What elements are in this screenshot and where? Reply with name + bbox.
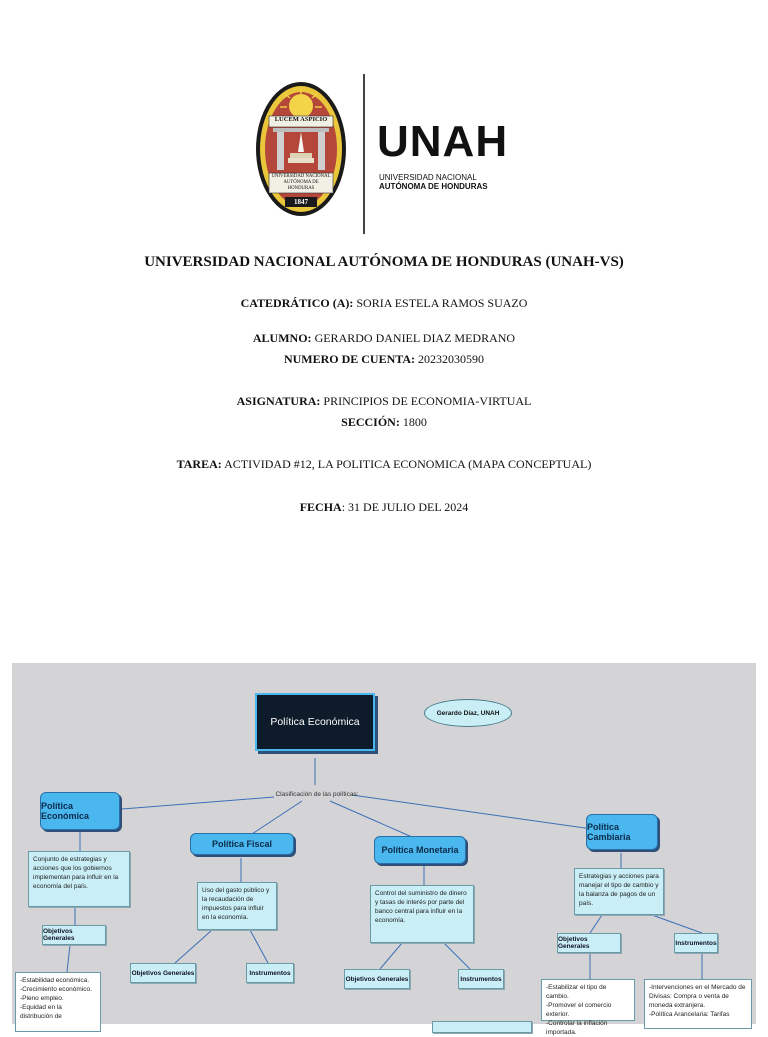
seccion-line — [0, 415, 768, 430]
seal-motto: LUCEM ASPICIO — [274, 116, 328, 123]
cuenta-value: 20232030590 — [415, 352, 485, 366]
pc-instrumentos-list: -Intervenciones en el Mercado de Divisas: Compra o venta de moneda extranjera. -Política Arancelaria: Tarifas — [644, 979, 752, 1029]
pc-objetivos-list: -Estabilizar el tipo de cambio. -Promover el comercio exterior. -Controlar la inflación importada. — [541, 979, 635, 1021]
asignatura-label: ASIGNATURA: — [236, 394, 321, 408]
pf-objetivos-label: Objetivos Generales — [131, 969, 195, 977]
pe-objetivos-label: Objetivos Generales — [43, 928, 75, 942]
politica-economica-title: Política Económica — [41, 801, 90, 821]
catedratico-value: SORIA ESTELA RAMOS SUAZO — [353, 296, 528, 310]
pc-instrumentos-label: Instrumentos — [675, 939, 717, 947]
pc-instrumentos-node[interactable] — [674, 933, 718, 953]
author-cloud — [424, 699, 512, 727]
cuenta-label: NUMERO DE CUENTA: — [283, 352, 416, 366]
unah-logo — [255, 78, 515, 236]
politica-cambiaria-title: Política Cambiaria — [587, 822, 631, 842]
pm-extra-node — [432, 1021, 532, 1033]
unah-sub-1: UNIVERSIDAD NACIONAL — [379, 173, 477, 182]
root-label: Política Económica — [270, 716, 360, 728]
cuenta-line — [0, 352, 768, 367]
pe-objetivos-list: -Estabilidad económica. -Crecimiento económico. -Pleno empleo. -Equidad en la distribución de — [15, 972, 101, 1032]
alumno-line — [0, 331, 768, 346]
fecha-label: FECHA — [299, 500, 342, 514]
politica-economica-definition: Conjunto de estrategias y acciones que los gobiernos implementan para influir en la economía del país. — [28, 851, 130, 907]
pf-instrumentos-label: Instrumentos — [249, 969, 291, 977]
unah-wordmark: UNAH — [377, 117, 509, 166]
asignatura-value: PRINCIPIOS DE ECONOMIA-VIRTUAL — [320, 394, 532, 408]
pc-objetivos-label: Objetivos Generales — [558, 936, 590, 950]
alumno-label: ALUMNO: — [252, 331, 312, 345]
pf-objetivos-node[interactable] — [130, 963, 196, 983]
pm-objetivos-node[interactable] — [344, 969, 410, 989]
politica-fiscal-node[interactable] — [190, 833, 294, 855]
pm-instrumentos-label: Instrumentos — [460, 975, 502, 983]
politica-economica-node[interactable] — [40, 792, 120, 830]
seccion-value: 1800 — [399, 415, 427, 429]
catedratico-line — [0, 296, 768, 311]
politica-monetaria-title: Política Monetaria — [381, 845, 459, 855]
unah-sub-2: AUTÓNOMA DE HONDURAS — [379, 182, 488, 191]
seal-ring-text: UNIVERSIDAD NACIONAL AUTÓNOMA DE HONDURAS — [271, 174, 331, 191]
politica-fiscal-definition: Uso del gasto público y la recaudación de impuestos para influir en la economía. — [197, 882, 277, 930]
politica-fiscal-title: Política Fiscal — [211, 839, 273, 849]
pe-objetivos-node[interactable] — [42, 925, 106, 945]
pm-instrumentos-node[interactable] — [458, 969, 504, 989]
fecha-line — [0, 500, 768, 515]
pm-objetivos-label: Objetivos Generales — [345, 975, 409, 983]
author-label: Gerardo Díaz, UNAH — [436, 709, 500, 717]
seal-year: 1847 — [294, 198, 308, 206]
classification-label: Clasificación de las políticas: — [275, 791, 359, 798]
politica-cambiaria-definition: Estrategias y acciones para manejar el tipo de cambio y la balanza de pagos de un país. — [574, 868, 664, 915]
logo-divider — [363, 74, 365, 234]
fecha-value: : 31 DE JULIO DEL 2024 — [341, 500, 469, 514]
asignatura-line — [0, 394, 768, 409]
alumno-value: GERARDO DANIEL DIAZ MEDRANO — [311, 331, 516, 345]
root-node[interactable] — [255, 693, 375, 751]
politica-monetaria-definition: Control del suministro de dinero y tasas de interés por parte del banco central para influir en la economía. — [370, 885, 474, 943]
pc-objetivos-node[interactable] — [557, 933, 621, 953]
tarea-line — [0, 457, 768, 472]
seccion-label: SECCIÓN: — [341, 415, 400, 429]
pf-instrumentos-node[interactable] — [246, 963, 294, 983]
catedratico-label: CATEDRÁTICO (A): — [240, 296, 354, 310]
concept-map — [12, 663, 756, 1036]
politica-cambiaria-node[interactable] — [586, 814, 658, 850]
university-title: UNIVERSIDAD NACIONAL AUTÓNOMA DE HONDURAS (UNAH-VS) — [144, 254, 624, 270]
politica-monetaria-node[interactable] — [374, 836, 466, 864]
tarea-label: TAREA: — [176, 457, 222, 471]
tarea-value: ACTIVIDAD #12, LA POLITICA ECONOMICA (MAPA CONCEPTUAL) — [221, 457, 592, 471]
